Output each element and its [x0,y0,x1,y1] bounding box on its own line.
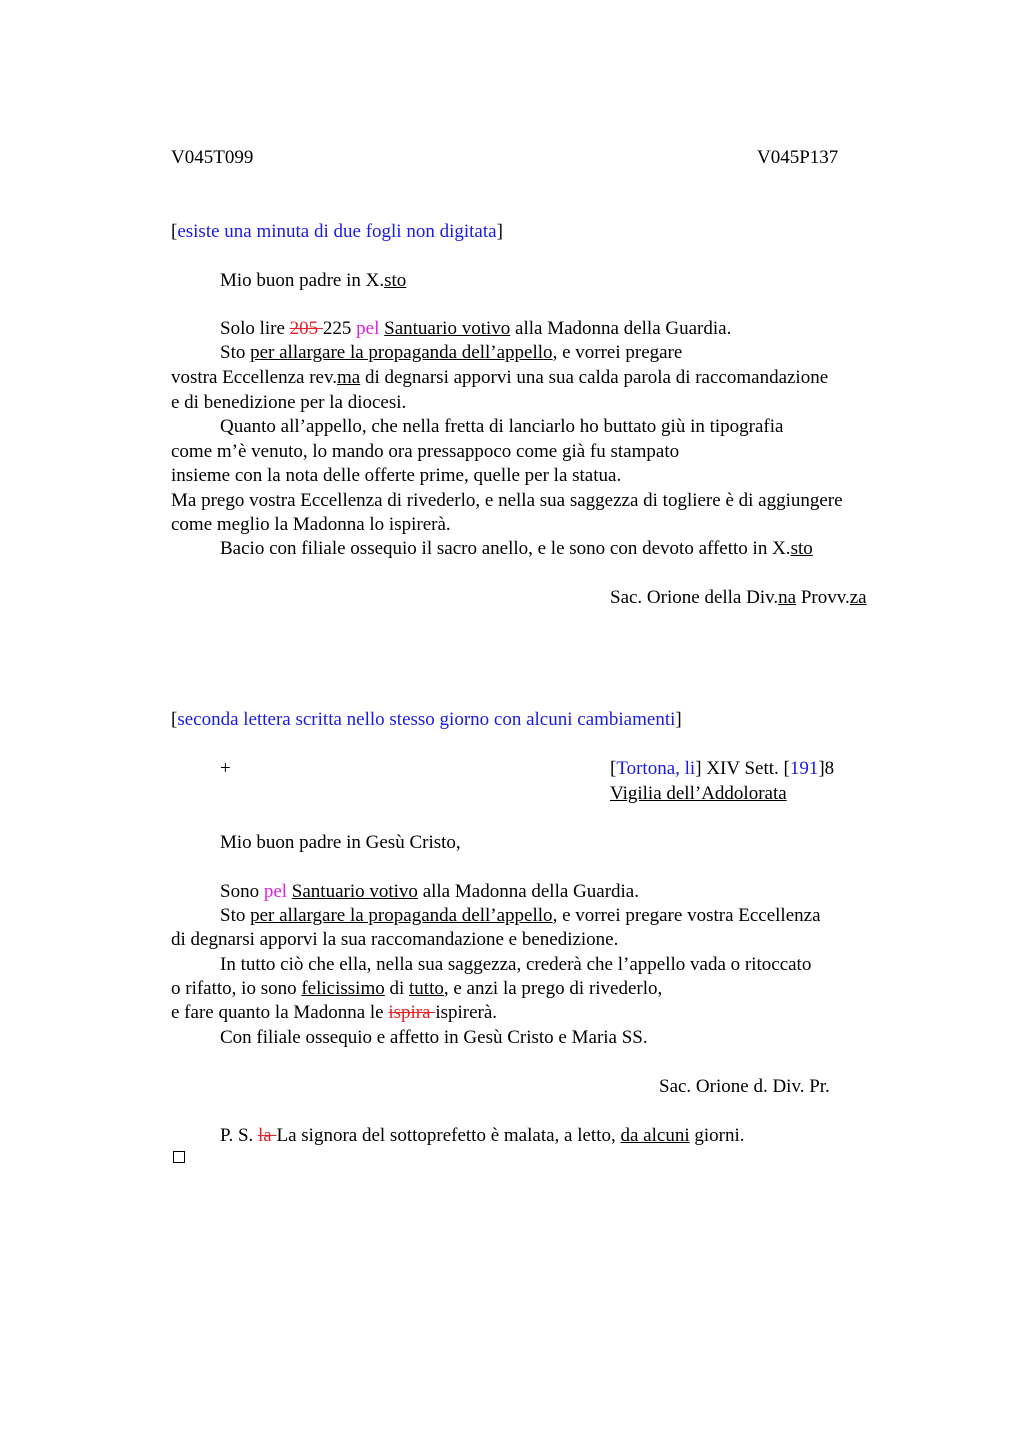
letter2-salutation: Mio buon padre in Gesù Cristo, [220,832,461,853]
letter1-line-3: vostra Eccellenza rev.ma di degnarsi apporvi una sua calda parola di raccomandazione [171,367,829,388]
letter2-line-6: e fare quanto la Madonna le ispira ispirerà. [171,1002,498,1023]
letter1-line-1: Solo lire 205 225 pel Santuario votivo alla Madonna della Guardia. [220,318,732,339]
letter1-line-7: insieme con la nota delle offerte prime, quelle per la statua. [171,465,622,486]
letter2-line-7: Con filiale ossequio e affetto in Gesù Cristo e Maria SS. [220,1027,648,1048]
header-right-code: V045P137 [757,147,839,168]
header-left-code: V045T099 [171,147,254,168]
letter1-line-2: Sto per allargare la propaganda dell’appello, e vorrei pregare [220,342,683,363]
postscript: P. S. la La signora del sottoprefetto è malata, a letto, da alcuni giorni. [220,1125,745,1146]
end-of-document-box [173,1151,185,1163]
letter2-signature: Sac. Orione d. Div. Pr. [659,1076,830,1097]
letter2-line-2: Sto per allargare la propaganda dell’appello, e vorrei pregare vostra Eccellenza [220,905,821,926]
letter2-date: [Tortona, li] XIV Sett. [191]8 [610,758,835,779]
cross-mark: + [220,758,231,779]
letter2-line-5: o rifatto, io sono felicissimo di tutto, e anzi la prego di rivederlo, [171,978,663,999]
letter1-line-8: Ma prego vostra Eccellenza di rivederlo, e nella sua saggezza di togliere è di aggiungere [171,490,843,511]
letter1-line-10: Bacio con filiale ossequio il sacro anello, e le sono con devoto affetto in X.sto [220,538,813,559]
letter2-vigil: Vigilia dell’Addolorata [610,783,787,804]
letter2-line-1: Sono pel Santuario votivo alla Madonna della Guardia. [220,881,639,902]
letter1-salutation: Mio buon padre in X.sto [220,270,407,291]
letter2-line-4: In tutto ciò che ella, nella sua saggezza, crederà che l’appello vada o ritoccato [220,954,812,975]
letter1-line-4: e di benedizione per la diocesi. [171,392,407,413]
editor-note-2: [seconda lettera scritta nello stesso giorno con alcuni cambiamenti] [171,709,682,730]
editor-note-1: [esiste una minuta di due fogli non digitata] [171,221,503,242]
letter1-line-5: Quanto all’appello, che nella fretta di lanciarlo ho buttato giù in tipografia [220,416,784,437]
letter1-line-9: come meglio la Madonna lo ispirerà. [171,514,451,535]
letter2-line-3: di degnarsi apporvi la sua raccomandazione e benedizione. [171,929,619,950]
letter1-line-6: come m’è venuto, lo mando ora pressappoco come già fu stampato [171,441,680,462]
letter1-signature: Sac. Orione della Div.na Provv.za [610,587,867,608]
